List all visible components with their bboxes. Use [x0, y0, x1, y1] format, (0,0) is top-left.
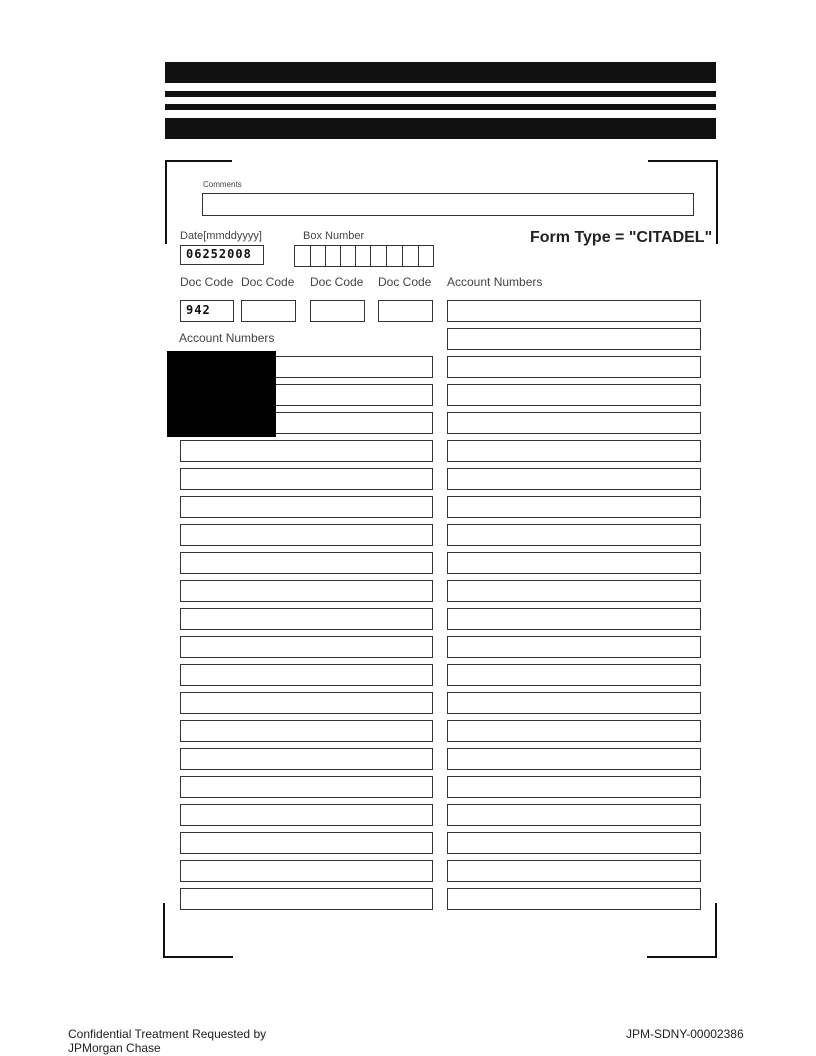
account-number-field-right[interactable]: [447, 524, 701, 546]
doc-code-label-2: Doc Code: [241, 275, 295, 289]
account-number-field-right[interactable]: [447, 468, 701, 490]
account-number-field-left[interactable]: [180, 664, 433, 686]
account-number-field-left[interactable]: [180, 832, 433, 854]
doc-code-value-1: 942: [186, 303, 211, 317]
account-number-field-left[interactable]: [180, 468, 433, 490]
header-bar-thin-1: [165, 91, 716, 97]
account-number-field-left[interactable]: [180, 552, 433, 574]
account-number-field-right[interactable]: [447, 412, 701, 434]
account-number-field-right[interactable]: [447, 832, 701, 854]
account-number-field-left[interactable]: [180, 804, 433, 826]
corner-top-left-h: [165, 160, 232, 162]
corner-top-right-h: [648, 160, 718, 162]
account-number-field-right[interactable]: [447, 552, 701, 574]
box-number-divider: [355, 246, 356, 266]
doc-code-label-4: Doc Code: [378, 275, 432, 289]
date-field[interactable]: [180, 245, 264, 265]
account-number-field-right[interactable]: [447, 328, 701, 350]
account-number-field-left[interactable]: [180, 860, 433, 882]
account-number-field-left[interactable]: [180, 748, 433, 770]
footer-right: JPM-SDNY-00002386: [626, 1027, 744, 1041]
account-number-field-right[interactable]: [447, 888, 701, 910]
account-numbers-label-right: Account Numbers: [447, 275, 543, 289]
doc-code-field-3[interactable]: [310, 300, 365, 322]
account-number-field-right[interactable]: [447, 384, 701, 406]
box-number-divider: [402, 246, 403, 266]
box-number-divider: [386, 246, 387, 266]
account-number-field-right[interactable]: [447, 636, 701, 658]
corner-top-right-v: [716, 160, 718, 244]
account-number-field-left[interactable]: [180, 776, 433, 798]
doc-code-field-1[interactable]: [180, 300, 234, 322]
account-number-field-right[interactable]: [447, 496, 701, 518]
account-number-field-left[interactable]: [180, 440, 433, 462]
doc-code-field-4[interactable]: [378, 300, 433, 322]
corner-bottom-left-h: [163, 956, 233, 958]
account-number-field-left[interactable]: [180, 608, 433, 630]
form-type: Form Type = "CITADEL": [530, 229, 713, 246]
account-numbers-label-left: Account Numbers: [179, 331, 275, 345]
account-number-field-right[interactable]: [447, 692, 701, 714]
box-number-divider: [310, 246, 311, 266]
account-number-field-left[interactable]: [180, 496, 433, 518]
account-number-field-right[interactable]: [447, 440, 701, 462]
header-bar-thin-2: [165, 104, 716, 110]
account-number-field-right[interactable]: [447, 860, 701, 882]
account-number-field-right[interactable]: [447, 356, 701, 378]
corner-bottom-left-v: [163, 903, 165, 958]
corner-bottom-right-h: [647, 956, 717, 958]
corner-top-left-v: [165, 160, 167, 244]
box-number-divider: [340, 246, 341, 266]
account-number-field-right[interactable]: [447, 748, 701, 770]
header-bar-top: [165, 62, 716, 83]
box-number-divider: [325, 246, 326, 266]
doc-code-label-3: Doc Code: [310, 275, 364, 289]
box-number-field[interactable]: [294, 245, 434, 267]
doc-code-field-2[interactable]: [241, 300, 296, 322]
account-number-field-right[interactable]: [447, 664, 701, 686]
account-number-field-left[interactable]: [180, 524, 433, 546]
account-number-field-right[interactable]: [447, 804, 701, 826]
account-number-field-left[interactable]: [180, 720, 433, 742]
date-value: 06252008: [186, 247, 252, 261]
account-number-field-right[interactable]: [447, 776, 701, 798]
footer-left: [68, 1027, 266, 1055]
footer-left-line2: JPMorgan Chase: [68, 1041, 161, 1055]
doc-code-label-1: Doc Code: [180, 275, 234, 289]
account-number-field-left[interactable]: [180, 636, 433, 658]
header-bar-bottom: [165, 118, 716, 139]
comments-field[interactable]: [202, 193, 694, 216]
footer-left-line1: Confidential Treatment Requested by: [68, 1027, 267, 1041]
account-number-field-right[interactable]: [447, 300, 701, 322]
account-number-field-left[interactable]: [180, 692, 433, 714]
comments-label: Comments: [203, 180, 242, 189]
box-number-divider: [418, 246, 419, 266]
corner-bottom-right-v: [715, 903, 717, 958]
account-number-field-right[interactable]: [447, 720, 701, 742]
account-number-field-left[interactable]: [180, 888, 433, 910]
account-number-field-left[interactable]: [180, 580, 433, 602]
redaction-block: [167, 351, 276, 437]
account-number-field-right[interactable]: [447, 608, 701, 630]
box-number-label: Box Number: [303, 230, 365, 242]
date-label: Date[mmddyyyy]: [180, 230, 262, 242]
account-number-field-right[interactable]: [447, 580, 701, 602]
box-number-divider: [370, 246, 371, 266]
